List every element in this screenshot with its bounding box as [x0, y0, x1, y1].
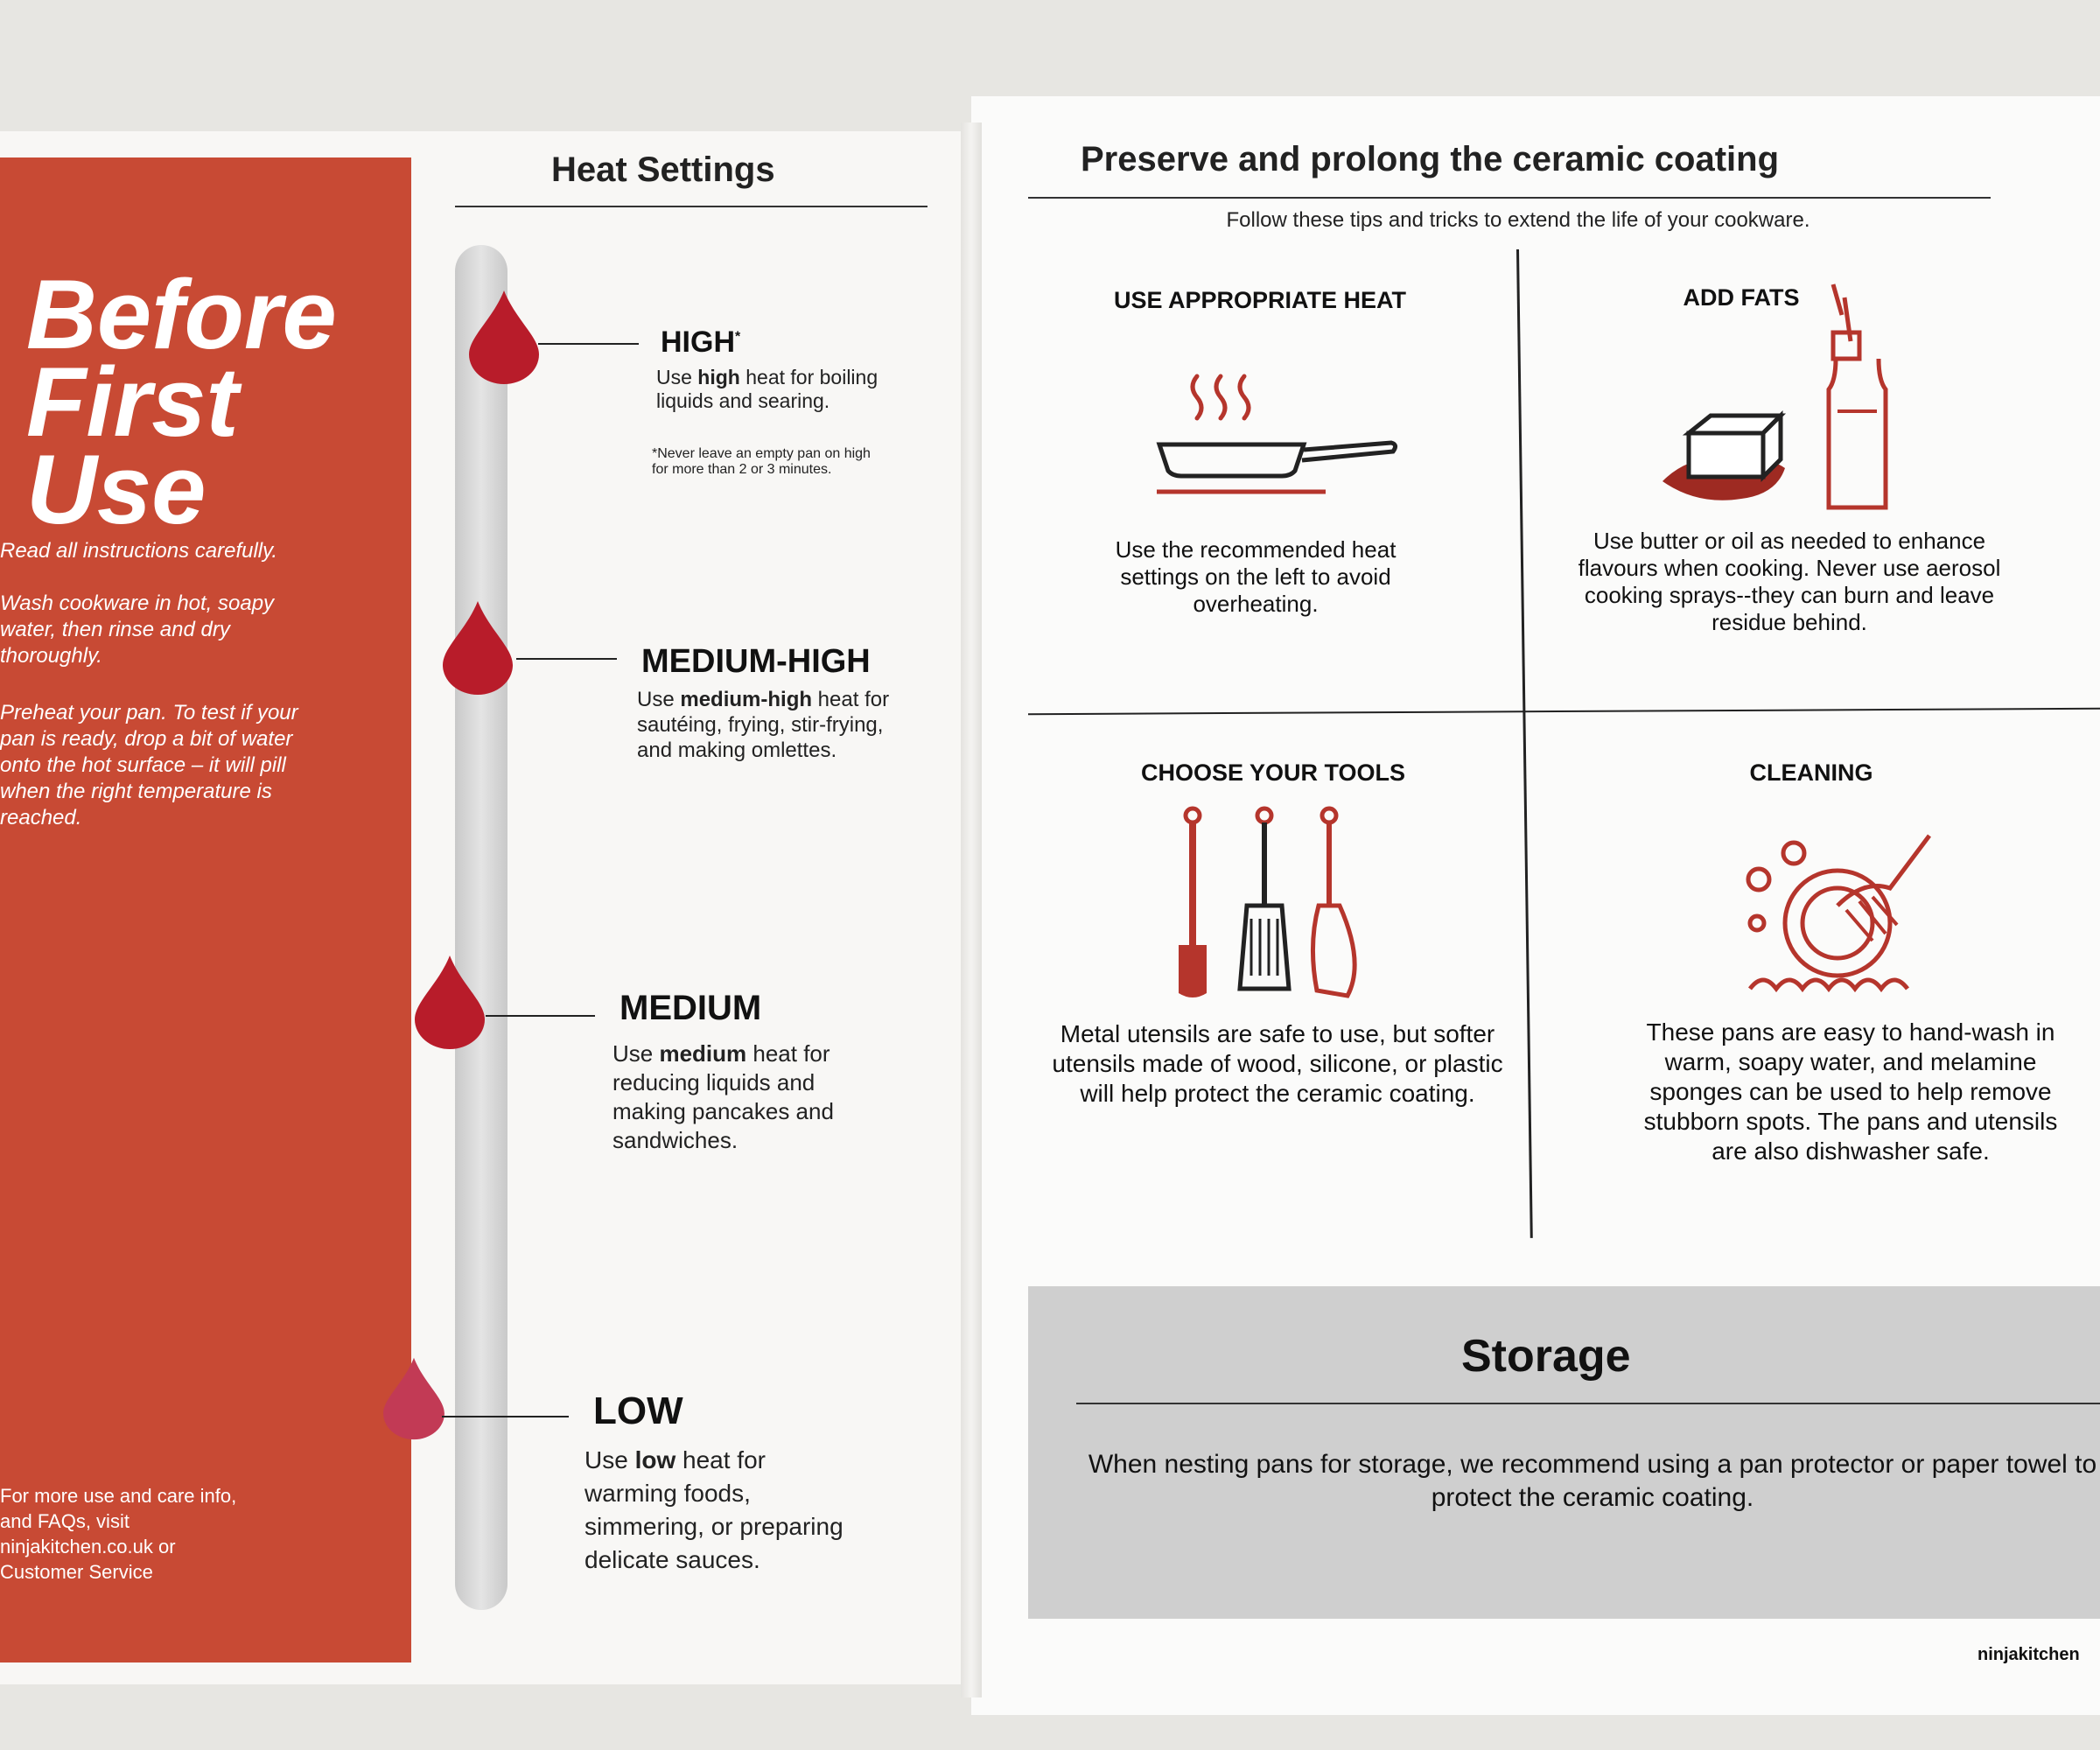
desc-text: heat for reducing liquids and making pancakes and sandwiches. — [612, 1040, 834, 1153]
steaming-pan-icon — [1146, 368, 1409, 499]
tip-title-heat: USE APPROPRIATE HEAT — [1113, 287, 1407, 313]
washing-icon — [1741, 827, 1934, 1002]
heat-scale-bar — [455, 245, 508, 1610]
desc-bold: low — [634, 1446, 676, 1474]
butter-oil-icon — [1654, 280, 1908, 516]
booklet-spine — [961, 122, 982, 1698]
desc-text: Use — [656, 366, 698, 388]
tip-text-fats: Use butter or oil as needed to enhance flavours when cooking. Never use aerosol cooking sprays--they can burn and leave residue behind. — [1578, 528, 2001, 635]
medium-high-tick — [516, 658, 617, 660]
level-high-note: *Never leave an empty pan on high for more than 2 or 3 minutes. — [652, 446, 871, 477]
tip-text-tools: Metal utensils are safe to use, but softer utensils made of wood, silicone, or plastic will help protect the ceramic coating. — [1052, 1020, 1503, 1107]
preserve-rule — [1028, 197, 1991, 199]
medium-tick — [486, 1015, 595, 1017]
desc-bold: medium — [659, 1040, 747, 1067]
before-first-use-panel — [0, 158, 411, 1662]
level-high-description — [656, 366, 884, 413]
flame-drop-icon — [382, 1356, 446, 1440]
tip-text-heat: Use the recommended heat settings on the left to avoid overheating. — [1115, 536, 1396, 617]
level-medium-high-description — [637, 687, 891, 763]
high-tick — [538, 343, 639, 345]
preheat-text: Preheat your pan. To test if your pan is ready, drop a bit of water onto the hot surface – it will pill when the right temperature is reached. — [0, 701, 298, 830]
flame-drop-icon — [467, 289, 541, 385]
storage-title: Storage — [1461, 1331, 1631, 1382]
preserve-subtitle: Follow these tips and tricks to extend the life of your cookware. — [1226, 208, 1810, 232]
preserve-title: Preserve and prolong the ceramic coating — [1081, 140, 1780, 178]
flame-drop-icon — [441, 599, 514, 696]
flame-drop-icon — [413, 954, 486, 1050]
title-line: First — [26, 347, 239, 457]
desc-bold: high — [697, 366, 740, 388]
desc-text: Use — [637, 688, 681, 711]
level-medium-description — [612, 1040, 884, 1155]
heat-settings-title: Heat Settings — [551, 150, 775, 189]
footnote-mark: * — [735, 329, 741, 345]
tip-text-cleaning: These pans are easy to hand-wash in warm, soapy water, and melamine sponges can be used to help remove stubborn spots. The pans and utensils are also dishwasher safe. — [1643, 1018, 2058, 1165]
desc-text: Use — [584, 1446, 635, 1474]
before-first-use-title — [26, 260, 337, 544]
level-high-label — [661, 326, 740, 360]
level-low-label: LOW — [593, 1390, 683, 1432]
tip-title-tools: CHOOSE YOUR TOOLS — [1140, 760, 1406, 786]
desc-text: heat for warming foods, simmering, or preparing delicate sauces. — [584, 1446, 844, 1573]
read-instructions-text: Read all instructions carefully. — [0, 539, 278, 563]
utensils-icon — [1168, 805, 1378, 1002]
care-info-text: For more use and care info, and FAQs, visit ninjakitchen.co.uk or Customer Service — [0, 1485, 237, 1583]
wash-text: Wash cookware in hot, soapy water, then rinse and dry thoroughly. — [0, 592, 275, 668]
heat-settings-rule — [455, 206, 928, 207]
desc-bold: medium-high — [680, 688, 813, 711]
level-low-description — [584, 1444, 847, 1577]
storage-text: When nesting pans for storage, we recommend using a pan protector or paper towel to protect the ceramic coating. — [1088, 1450, 2097, 1512]
storage-rule — [1076, 1403, 2100, 1404]
low-tick — [442, 1416, 569, 1418]
level-medium-label: MEDIUM — [620, 989, 762, 1027]
desc-text: Use — [612, 1040, 660, 1067]
level-name: HIGH — [661, 326, 735, 359]
desc-text: heat for boiling liquids and searing. — [656, 366, 878, 412]
desc-text: heat for sautéing, frying, stir-frying, and making omlettes. — [637, 688, 890, 762]
level-medium-high-label: MEDIUM-HIGH — [641, 643, 871, 680]
tip-title-fats: ADD FATS — [1683, 284, 1800, 311]
tip-title-cleaning: CLEANING — [1749, 760, 1873, 786]
brand-footer: ninjakitchen — [1978, 1645, 2080, 1664]
title-line: Use — [26, 435, 206, 544]
title-line: Before — [26, 260, 337, 369]
